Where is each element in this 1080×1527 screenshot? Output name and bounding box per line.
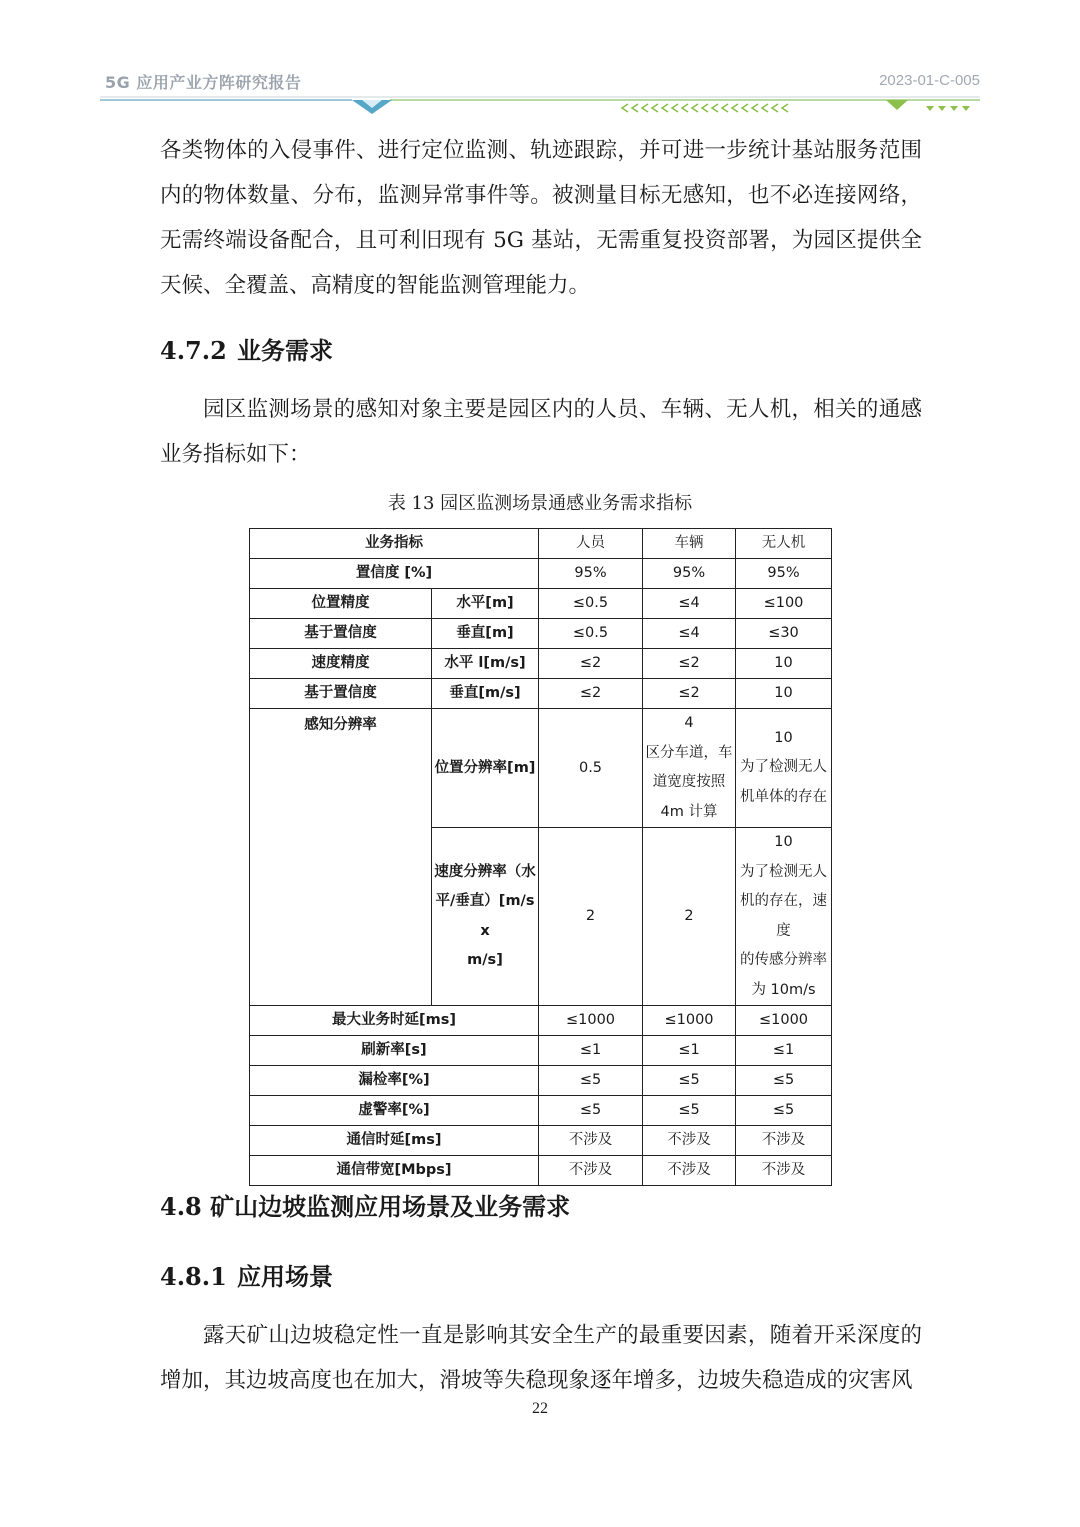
table-row (250, 709, 832, 828)
row-label: 刷新率[s] (250, 1036, 539, 1066)
intro-paragraph: 各类物体的入侵事件、进行定位监测、轨迹跟踪，并可进一步统计基站服务范围内的物体数量、分布，监测异常事件等。被测量目标无感知，也不必连接网络，无需终端设备配合，且可利旧现有 5G 基站，无需重复投资部署，为园区提供全天候、全覆盖、高精度的智能监测管理能力。 (160, 138, 922, 298)
row-label: 置信度 [%] (250, 559, 539, 589)
requirements-table (249, 528, 832, 1186)
cell: ≤0.5 (539, 619, 643, 649)
cell-line: 4m 计算 (660, 803, 718, 820)
group-label: 速度精度 (250, 649, 432, 679)
group-label: 基于置信度 (250, 619, 432, 649)
group-label: 位置精度 (250, 589, 432, 619)
sub-label: 垂直[m/s] (432, 679, 539, 709)
report-title: 5G 应用产业方阵研究报告 (105, 73, 302, 92)
document-code: 2023-01-C-005 (879, 72, 980, 89)
sub-label: 水平 l[m/s] (432, 649, 539, 679)
table-row (250, 559, 832, 589)
cell: 不涉及 (643, 1156, 736, 1186)
cell: 95% (643, 559, 736, 589)
cell: ≤1 (643, 1036, 736, 1066)
row-label: 通信时延[ms] (250, 1126, 539, 1156)
cell-line: 10 (774, 729, 793, 746)
group-label: 感知分辨率 (250, 709, 432, 1006)
cell: 10 (736, 649, 832, 679)
table-row (250, 1036, 832, 1066)
cell-line: 机的存在，速度 (740, 893, 827, 939)
demand-paragraph: 园区监测场景的感知对象主要是园区内的人员、车辆、无人机，相关的通感业务指标如下： (160, 397, 922, 467)
cell: 95% (736, 559, 832, 589)
header-decoration (100, 92, 980, 122)
cell: 不涉及 (539, 1156, 643, 1186)
cell-line: 4 (684, 715, 694, 731)
cell-multiline (643, 709, 736, 828)
row-label: 通信带宽[Mbps] (250, 1156, 539, 1186)
cell: ≤5 (539, 1066, 643, 1096)
cell: ≤4 (643, 589, 736, 619)
table-row (250, 619, 832, 649)
sub-label: 水平[m] (432, 589, 539, 619)
cell-multiline (736, 828, 832, 1006)
cell-line: 的传感分辨率 (740, 952, 827, 968)
cell-line: 为 10m/s (751, 981, 816, 998)
cell: 不涉及 (736, 1156, 832, 1186)
cell: ≤5 (539, 1096, 643, 1126)
sub-label: 垂直[m] (432, 619, 539, 649)
cell: 2 (539, 828, 643, 1006)
row-label: 漏检率[%] (250, 1066, 539, 1096)
table-row (250, 1066, 832, 1096)
table-row (250, 649, 832, 679)
cell: ≤5 (643, 1066, 736, 1096)
cell: ≤30 (736, 619, 832, 649)
cell: 不涉及 (643, 1126, 736, 1156)
cell: ≤5 (736, 1066, 832, 1096)
cell-line: 区分车道，车 (645, 744, 733, 761)
table-header-row (250, 529, 832, 559)
cell: ≤2 (539, 679, 643, 709)
header-metric: 业务指标 (250, 529, 539, 559)
group-label: 基于置信度 (250, 679, 432, 709)
table-row (250, 1126, 832, 1156)
cell: ≤5 (643, 1096, 736, 1126)
cell: ≤1000 (643, 1006, 736, 1036)
row-label: 最大业务时延[ms] (250, 1006, 539, 1036)
section-heading-4-7-2 (160, 331, 333, 366)
cell: ≤1000 (736, 1006, 832, 1036)
cell-line: 道宽度按照 (652, 774, 726, 790)
cell: 10 (736, 679, 832, 709)
cell: ≤2 (643, 649, 736, 679)
section-number: 4.7.2 (160, 336, 227, 365)
section-number: 4.8.1 (160, 1262, 227, 1291)
table-row (250, 589, 832, 619)
cell: 0.5 (539, 709, 643, 828)
cell: ≤2 (539, 649, 643, 679)
cell: ≤2 (643, 679, 736, 709)
cell: 不涉及 (736, 1126, 832, 1156)
cell: ≤100 (736, 589, 832, 619)
section-title: 应用场景 (237, 1262, 333, 1291)
mine-paragraph: 露天矿山边坡稳定性一直是影响其安全生产的最重要因素，随着开采深度的增加，其边坡高度也在加大，滑坡等失稳现象逐年增多，边坡失稳造成的灾害风 (160, 1323, 922, 1393)
label-line: 平/垂直）[m/s x (435, 893, 535, 939)
section-title: 业务需求 (237, 336, 333, 365)
cell-line: 为了检测无人 (740, 863, 827, 880)
cell: ≤5 (736, 1096, 832, 1126)
cell: 2 (643, 828, 736, 1006)
cell-line: 10 (774, 834, 793, 850)
table-row (250, 1006, 832, 1036)
cell: ≤0.5 (539, 589, 643, 619)
table-row (250, 1096, 832, 1126)
section-heading-4-8: 4.8 矿山边坡监测应用场景及业务需求 (160, 1192, 571, 1221)
sub-label: 位置分辨率[m] (432, 709, 539, 828)
cell-line: 为了检测无人 (740, 759, 827, 776)
sub-label-multiline (432, 828, 539, 1006)
cell-multiline (736, 709, 832, 828)
row-label: 虚警率[%] (250, 1096, 539, 1126)
label-line: 速度分辨率（水 (434, 863, 536, 880)
section-heading-4-8-1 (160, 1257, 333, 1292)
cell: 不涉及 (539, 1126, 643, 1156)
header-personnel: 人员 (539, 529, 643, 559)
table-row (250, 1156, 832, 1186)
header-drone: 无人机 (736, 529, 832, 559)
table-caption: 表 13 园区监测场景通感业务需求指标 (387, 493, 693, 514)
cell: ≤1 (736, 1036, 832, 1066)
label-line: m/s] (467, 952, 503, 968)
header-vehicle: 车辆 (643, 529, 736, 559)
cell: ≤1 (539, 1036, 643, 1066)
cell: ≤1000 (539, 1006, 643, 1036)
cell: 95% (539, 559, 643, 589)
table-row (250, 679, 832, 709)
page-number: 22 (532, 1400, 548, 1417)
cell: ≤4 (643, 619, 736, 649)
cell-line: 机单体的存在 (740, 788, 827, 805)
